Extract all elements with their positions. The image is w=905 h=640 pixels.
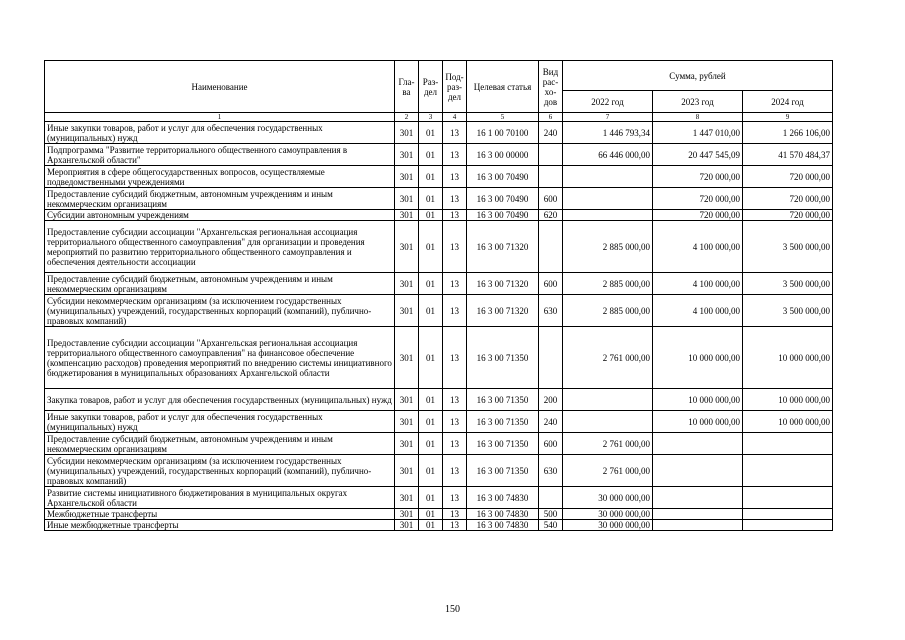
cell-podrazdel: 13 [443,273,467,295]
cell-target-article: 16 3 00 71320 [467,295,539,327]
cell-amount-2024 [743,509,833,520]
table-row [45,433,833,455]
cell-target-article: 16 3 00 71350 [467,433,539,455]
cell-podrazdel: 13 [443,327,467,389]
cell-glava: 301 [395,210,419,221]
cell-podrazdel: 13 [443,487,467,509]
cell-name: Иные закупки товаров, работ и услуг для обеспечения государственных (муниципальных) нужд [45,122,395,144]
cell-glava: 301 [395,221,419,273]
cell-name: Предоставление субсидии ассоциации "Архангельская региональная ассоциация территориального общественного самоуправления" для организации и проведения мероприятий по развитию территориального общественного самоуправления и обеспечения деятельности ассоциации [45,221,395,273]
cell-razdel: 01 [419,327,443,389]
budget-table [44,60,833,531]
cell-expense-type: 600 [539,273,563,295]
cell-target-article: 16 3 00 71320 [467,221,539,273]
cell-glava: 301 [395,411,419,433]
cell-amount-2023: 20 447 545,09 [653,144,743,166]
cell-target-article: 16 3 00 71320 [467,273,539,295]
header-razdel: Раз-дел [419,61,443,113]
cell-amount-2024: 41 570 484,37 [743,144,833,166]
table-row [45,487,833,509]
cell-razdel: 01 [419,411,443,433]
cell-amount-2022 [563,188,653,210]
cell-glava: 301 [395,273,419,295]
table-row [45,389,833,411]
header-year-2024: 2024 год [743,91,833,113]
cell-amount-2022 [563,210,653,221]
cell-name: Предоставление субсидий бюджетным, автономным учреждениям и иным некоммерческим организациям [45,188,395,210]
column-number: 9 [743,113,833,122]
cell-expense-type: 240 [539,411,563,433]
header-target-article: Целевая статья [467,61,539,113]
cell-glava: 301 [395,433,419,455]
cell-amount-2023: 720 000,00 [653,188,743,210]
cell-name: Субсидии некоммерческим организациям (за исключением государственных (муниципальных) учреждений, государственных корпораций (компаний), публично-правовых компаний) [45,455,395,487]
cell-podrazdel: 13 [443,166,467,188]
cell-target-article: 16 1 00 70100 [467,122,539,144]
cell-expense-type [539,166,563,188]
table-row [45,188,833,210]
cell-expense-type [539,327,563,389]
cell-expense-type: 540 [539,520,563,531]
cell-amount-2023: 1 447 010,00 [653,122,743,144]
column-number: 7 [563,113,653,122]
cell-name: Развитие системы инициативного бюджетирования в муниципальных округах Архангельской области [45,487,395,509]
cell-amount-2022: 2 885 000,00 [563,273,653,295]
cell-expense-type: 240 [539,122,563,144]
cell-target-article: 16 3 00 71350 [467,389,539,411]
cell-amount-2023 [653,509,743,520]
cell-name: Субсидии некоммерческим организациям (за исключением государственных (муниципальных) учреждений, государственных корпораций (компаний), публично-правовых компаний) [45,295,395,327]
cell-amount-2022: 2 885 000,00 [563,295,653,327]
table-row [45,455,833,487]
cell-glava: 301 [395,188,419,210]
table-body [45,122,833,531]
cell-podrazdel: 13 [443,433,467,455]
header-expense-type: Вид рас-хо-дов [539,61,563,113]
column-number: 6 [539,113,563,122]
cell-razdel: 01 [419,210,443,221]
page-number: 150 [445,604,460,615]
cell-amount-2022: 66 446 000,00 [563,144,653,166]
cell-glava: 301 [395,487,419,509]
cell-target-article: 16 3 00 70490 [467,188,539,210]
cell-glava: 301 [395,327,419,389]
cell-podrazdel: 13 [443,411,467,433]
table-row [45,411,833,433]
cell-amount-2023: 720 000,00 [653,210,743,221]
cell-expense-type: 600 [539,433,563,455]
cell-name: Закупка товаров, работ и услуг для обеспечения государственных (муниципальных) нужд [45,389,395,411]
cell-expense-type: 600 [539,188,563,210]
header-year-2023: 2023 год [653,91,743,113]
cell-target-article: 16 3 00 70490 [467,210,539,221]
cell-glava: 301 [395,122,419,144]
cell-target-article: 16 3 00 71350 [467,327,539,389]
cell-amount-2023: 4 100 000,00 [653,273,743,295]
cell-podrazdel: 13 [443,455,467,487]
cell-expense-type [539,487,563,509]
cell-podrazdel: 13 [443,295,467,327]
cell-amount-2024: 3 500 000,00 [743,295,833,327]
cell-podrazdel: 13 [443,188,467,210]
cell-glava: 301 [395,144,419,166]
cell-amount-2023: 4 100 000,00 [653,221,743,273]
column-number: 8 [653,113,743,122]
cell-razdel: 01 [419,509,443,520]
cell-razdel: 01 [419,221,443,273]
cell-amount-2022 [563,411,653,433]
cell-target-article: 16 3 00 71350 [467,411,539,433]
column-number: 5 [467,113,539,122]
cell-target-article: 16 3 00 74830 [467,509,539,520]
header-podrazdel: Под-раз-дел [443,61,467,113]
cell-amount-2024: 720 000,00 [743,166,833,188]
column-number: 1 [45,113,395,122]
cell-name: Межбюджетные трансферты [45,509,395,520]
cell-podrazdel: 13 [443,210,467,221]
cell-expense-type: 500 [539,509,563,520]
cell-amount-2024 [743,433,833,455]
table-row [45,520,833,531]
cell-podrazdel: 13 [443,520,467,531]
table-row [45,327,833,389]
column-number: 4 [443,113,467,122]
table-row [45,221,833,273]
cell-razdel: 01 [419,273,443,295]
cell-podrazdel: 13 [443,509,467,520]
table-row [45,273,833,295]
cell-razdel: 01 [419,295,443,327]
cell-glava: 301 [395,520,419,531]
cell-podrazdel: 13 [443,389,467,411]
cell-name: Предоставление субсидии ассоциации "Архангельская региональная ассоциация территориального общественного самоуправления" на финансовое обеспечение (компенсацию расходов) проведения мероприятий по внедрению системы инициативного бюджетирования в муниципальных образованиях Архангельской области [45,327,395,389]
cell-amount-2024: 720 000,00 [743,188,833,210]
cell-amount-2022: 2 761 000,00 [563,433,653,455]
cell-razdel: 01 [419,487,443,509]
table-row [45,122,833,144]
cell-glava: 301 [395,295,419,327]
table-header [45,61,833,122]
cell-amount-2022: 30 000 000,00 [563,520,653,531]
cell-amount-2023: 10 000 000,00 [653,411,743,433]
cell-target-article: 16 3 00 70490 [467,166,539,188]
cell-expense-type [539,221,563,273]
cell-amount-2024: 3 500 000,00 [743,273,833,295]
cell-amount-2022: 30 000 000,00 [563,509,653,520]
cell-expense-type: 200 [539,389,563,411]
cell-amount-2024: 10 000 000,00 [743,389,833,411]
cell-amount-2024 [743,520,833,531]
table-row [45,210,833,221]
cell-amount-2022: 2 761 000,00 [563,327,653,389]
header-name: Наименование [45,61,395,113]
cell-target-article: 16 3 00 00000 [467,144,539,166]
cell-amount-2023 [653,433,743,455]
cell-target-article: 16 3 00 71350 [467,455,539,487]
cell-glava: 301 [395,389,419,411]
cell-razdel: 01 [419,389,443,411]
cell-amount-2023: 4 100 000,00 [653,295,743,327]
header-glava: Гла-ва [395,61,419,113]
cell-razdel: 01 [419,433,443,455]
cell-amount-2023 [653,520,743,531]
cell-glava: 301 [395,166,419,188]
cell-target-article: 16 3 00 74830 [467,520,539,531]
cell-name: Подпрограмма "Развитие территориального общественного самоуправления в Архангельской области" [45,144,395,166]
header-year-2022: 2022 год [563,91,653,113]
cell-amount-2024: 10 000 000,00 [743,411,833,433]
cell-amount-2024: 10 000 000,00 [743,327,833,389]
cell-name: Иные межбюджетные трансферты [45,520,395,531]
column-number: 3 [419,113,443,122]
table-row [45,295,833,327]
cell-name: Субсидии автономным учреждениям [45,210,395,221]
cell-glava: 301 [395,509,419,520]
cell-expense-type: 630 [539,455,563,487]
table-row [45,166,833,188]
cell-amount-2023: 10 000 000,00 [653,389,743,411]
cell-razdel: 01 [419,520,443,531]
cell-name: Предоставление субсидий бюджетным, автономным учреждениям и иным некоммерческим организациям [45,433,395,455]
cell-podrazdel: 13 [443,122,467,144]
cell-amount-2024 [743,487,833,509]
cell-amount-2023: 720 000,00 [653,166,743,188]
cell-amount-2022: 2 761 000,00 [563,455,653,487]
cell-glava: 301 [395,455,419,487]
cell-target-article: 16 3 00 74830 [467,487,539,509]
cell-name: Мероприятия в сфере общегосударственных вопросов, осуществляемые подведомственными учреждениями [45,166,395,188]
cell-amount-2024: 720 000,00 [743,210,833,221]
cell-razdel: 01 [419,455,443,487]
cell-expense-type: 630 [539,295,563,327]
cell-amount-2023 [653,455,743,487]
column-number: 2 [395,113,419,122]
cell-amount-2022 [563,389,653,411]
cell-razdel: 01 [419,122,443,144]
cell-razdel: 01 [419,144,443,166]
cell-amount-2022: 2 885 000,00 [563,221,653,273]
cell-razdel: 01 [419,166,443,188]
cell-razdel: 01 [419,188,443,210]
cell-amount-2024 [743,455,833,487]
cell-name: Иные закупки товаров, работ и услуг для обеспечения государственных (муниципальных) нужд [45,411,395,433]
cell-podrazdel: 13 [443,221,467,273]
table-row [45,509,833,520]
cell-podrazdel: 13 [443,144,467,166]
cell-expense-type [539,144,563,166]
column-numbers-row [45,113,833,122]
table-row [45,144,833,166]
header-sum: Сумма, рублей [563,61,833,91]
cell-amount-2022 [563,166,653,188]
cell-amount-2023: 10 000 000,00 [653,327,743,389]
cell-amount-2024: 3 500 000,00 [743,221,833,273]
cell-amount-2022: 1 446 793,34 [563,122,653,144]
cell-amount-2023 [653,487,743,509]
cell-amount-2024: 1 266 106,00 [743,122,833,144]
cell-expense-type: 620 [539,210,563,221]
cell-amount-2022: 30 000 000,00 [563,487,653,509]
cell-name: Предоставление субсидий бюджетным, автономным учреждениям и иным некоммерческим организациям [45,273,395,295]
